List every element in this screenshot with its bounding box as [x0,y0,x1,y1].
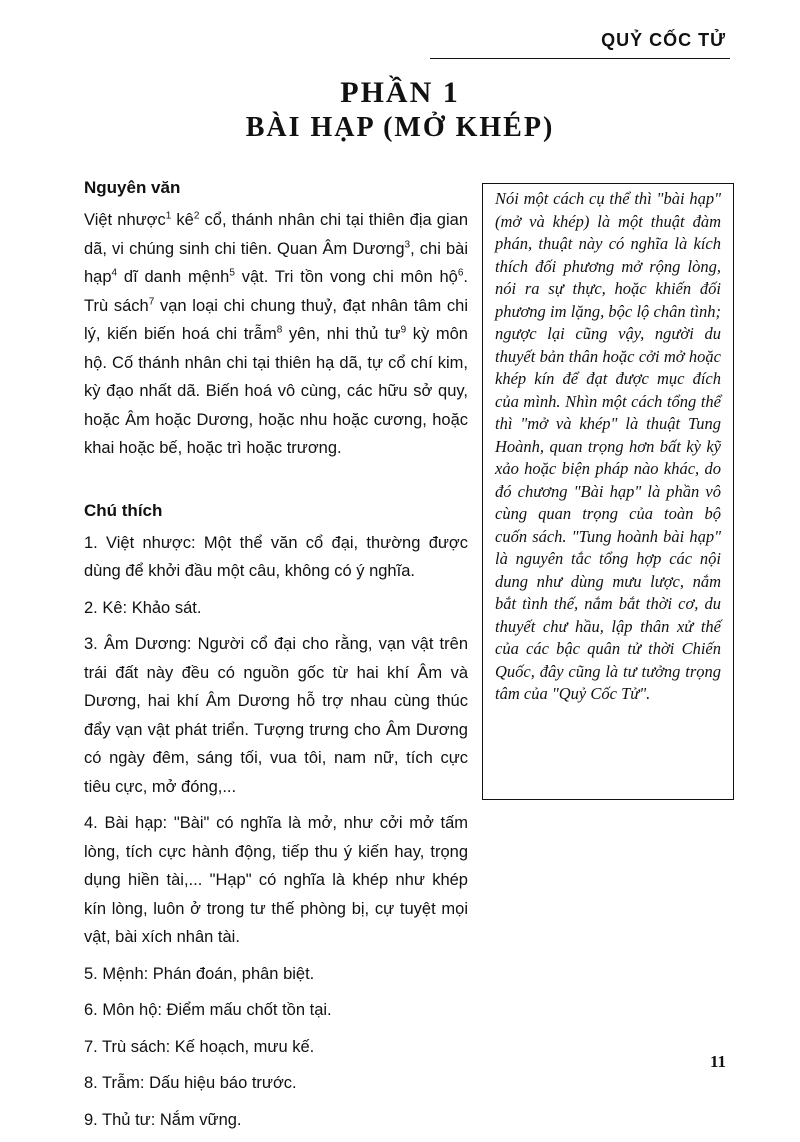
text-run: kê [171,211,194,229]
text-run: cổ, thánh nhân chi tại thiên địa gian dã, vi chúng sinh chi tiên. Quan Âm Dương [84,211,468,258]
header-rule [430,58,730,59]
running-head: QUỶ CỐC TỬ [601,30,726,50]
text-run: yên, nhi thủ tư [282,325,401,343]
note-item: 7. Trù sách: Kế hoạch, mưu kế. [84,1037,315,1056]
note-item: 4. Bài hạp: "Bài" có nghĩa là mở, như cởi mở tấm lòng, tích cực hành động, tiếp thu ý kiến hay, trọng dụng hiền tài,... "Hạp" có nghĩa là khép như khép kín lòng, luôn ở trong tư thế phòng bị, cự tuyệt mọi vật, bài xích nhân tài. [84,814,468,946]
original-text-heading: Nguyên văn [84,178,181,197]
note-item: 1. Việt nhược: Một thể văn cổ đại, thường được dùng để khởi đầu một câu, không có ý nghĩa. [84,533,468,580]
commentary-text: Nói một cách cụ thể thì "bài hạp"(mở và khép) là một thuật đàm phán, thuật này có nghĩa là kích thích đối phương mở rộng lòng, nói ra sự thực, hoặc khiến đối phương im lặng, bộc lộ chân tình; ngược lại cũng vậy, người du thuyết bản thân hoặc cởi mở hoặc khép kín để đạt được mục đích của mình. Nhìn một cách tổng thể thì "mở và khép" là thuật Tung Hoành, quan trọng hơn bất kỳ kỹ xảo hoặc biện pháp nào khác, do đó chương "Bài hạp" là phần vô cùng quan trọng của toàn bộ cuốn sách. "Tung hoành bài hạp" là nguyên tắc tổng hợp các nội dung như dùng mưu lược, nắm bắt tình thế, nắm bắt thời cơ, du thuyết chư hầu, lập thân xử thế của các bậc quân tử thời Chiến Quốc, đây cũng là tư tưởng trọng tâm của "Quỷ Cốc Tử". [495,189,721,703]
note-item: 8. Trẫm: Dấu hiệu báo trước. [84,1074,297,1092]
note-item: 9. Thủ tư: Nắm vững. [84,1110,242,1129]
footnote-ref: 5 [229,267,235,279]
text-run: dĩ danh mệnh [117,268,230,286]
footnote-ref: 2 [193,210,200,222]
text-run: vật. Tri tồn vong chi môn hộ [234,268,458,286]
footnote-ref: 6 [457,267,464,279]
footnote-ref: 9 [400,324,407,336]
commentary-box [482,183,734,800]
footnote-ref: 3 [404,239,411,250]
note-item: 2. Kê: Khảo sát. [84,598,202,617]
footnote-ref: 7 [148,296,155,307]
notes-heading: Chú thích [84,500,163,520]
chapter-title: BÀI HẠP (MỞ KHÉP) [245,112,555,143]
footnote-ref: 4 [111,267,118,279]
page-number: 11 [709,1052,726,1071]
footnote-ref: 8 [276,324,283,336]
note-item: 6. Môn hộ: Điểm mấu chốt tồn tại. [84,1001,332,1019]
text-run: kỳ môn hộ. Cố thánh nhân chi tại thiên hạ dã, tự cổ chí kim, kỳ đạo nhất dã. Biến hoá vô cùng, các hữu sở quy, hoặc Âm hoặc Dương, hoặc nhu hoặc cương, hoặc khai hoặc bế, hoặc trì hoặc trương. [84,325,468,457]
footnote-ref: 1 [165,210,172,222]
text-run: , chi bài hạp [84,239,468,286]
text-run: Việt nhược [84,211,166,229]
part-title: PHẦN 1 [340,76,460,109]
note-item: 5. Mệnh: Phán đoán, phân biệt. [84,964,315,983]
text-run: vạn loại chi chung thuỷ, đạt nhân tâm chi lý, kiến biến hoá chi trẫm [84,296,468,343]
main-column [84,178,468,1142]
text-run: . Trù sách [84,268,468,315]
original-text-paragraph [84,206,468,463]
note-item: 3. Âm Dương: Người cổ đại cho rằng, vạn vật trên trái đất này đều có nguồn gốc từ hai khí Âm và Dương, hai khí Âm Dương hỗ trợ nhau cùng thúc đẩy vạn vật phát triển. Tượng trưng cho Âm Dương có ngày đêm, sáng tối, vua tôi, nam nữ, tích cực tiêu cực, mở đóng,... [84,635,468,796]
